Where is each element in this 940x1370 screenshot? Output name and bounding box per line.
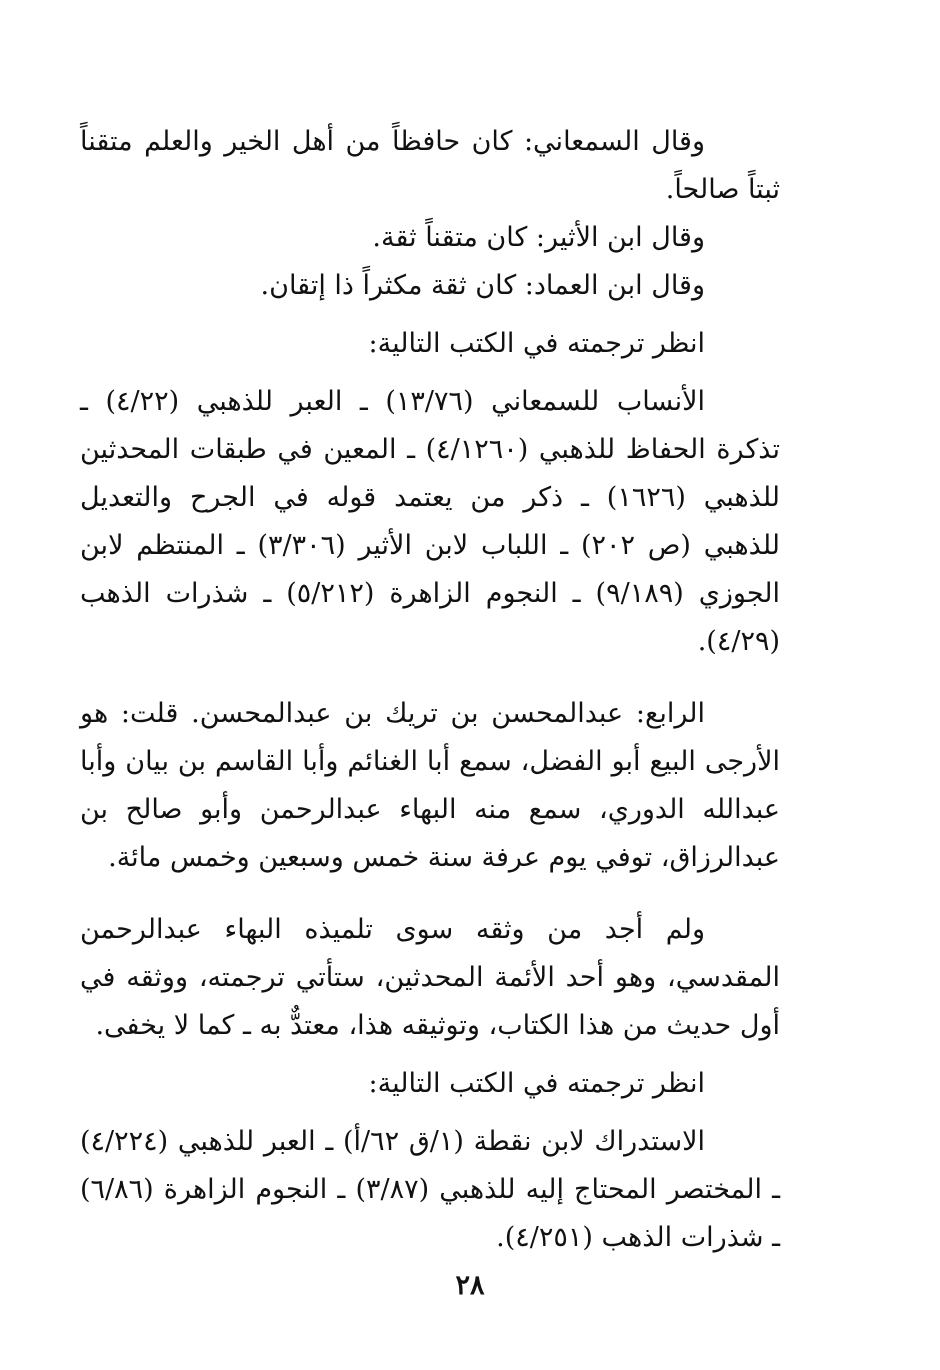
quote-samani: وقال السمعاني: كان حافظاً من أهل الخير والعلم متقناً ثبتاً صالحاً. <box>80 126 780 205</box>
quote-ibn-imad: وقال ابن العماد: كان ثقة مكثراً ذا إتقان. <box>260 270 705 301</box>
quote-ibn-athir: وقال ابن الأثير: كان متقناً ثقة. <box>372 222 705 253</box>
references-list: الأنساب للسمعاني (١٣/٧٦) ـ العبر للذهبي (٤/٢٢) ـ تذكرة الحفاظ للذهبي (٤/١٢٦٠) ـ المعين في طبقات المحدثين للذهبي (١٦٢٦) ـ ذكر من يعتمد قوله في الجرح والتعديل للذهبي (ص ٢٠٢) ـ اللباب لابن الأثير (٣/٣٠٦) ـ المنتظم لابن الجوزي (٩/١٨٩) ـ النجوم الزاهرة (٥/٢١٢) ـ شذرات الذهب (٤/٢٩). <box>80 386 781 657</box>
references-heading: انظر ترجمته في الكتب التالية: <box>368 328 705 359</box>
biography-paragraph: الرابع: عبدالمحسن بن تريك بن عبدالمحسن. قلت: هو الأرجى البيع أبو الفضل، سمع أبا الغنائم وأبا القاسم بن بيان وأبا عبدالله الدوري، سمع منه البهاء عبدالرحمن وأبو صالح بن عبدالرزاق، توفي يوم عرفة سنة خمس وسبعين وخمس مائة. <box>80 698 780 873</box>
page-number: ٢٨ <box>455 1270 485 1301</box>
references-list-2: الاستدراك لابن نقطة (١/ق ٦٢/أ) ـ العبر للذهبي (٤/٢٢٤) ـ المختصر المحتاج إليه للذهبي (٣/٨٧) ـ النجوم الزاهرة (٦/٨٦) ـ شذرات الذهب (٤/٢٥١). <box>80 1126 780 1253</box>
authentication-paragraph: ولم أجد من وثقه سوى تلميذه البهاء عبدالرحمن المقدسي، وهو أحد الأئمة المحدثين، ستأتي ترجمته، ووثقه في أول حديث من هذا الكتاب، وتوثيقه هذا، معتدٌّ به ـ كما لا يخفى. <box>80 914 780 1041</box>
page-body <box>80 118 780 1262</box>
references-heading-2: انظر ترجمته في الكتب التالية: <box>368 1068 705 1099</box>
